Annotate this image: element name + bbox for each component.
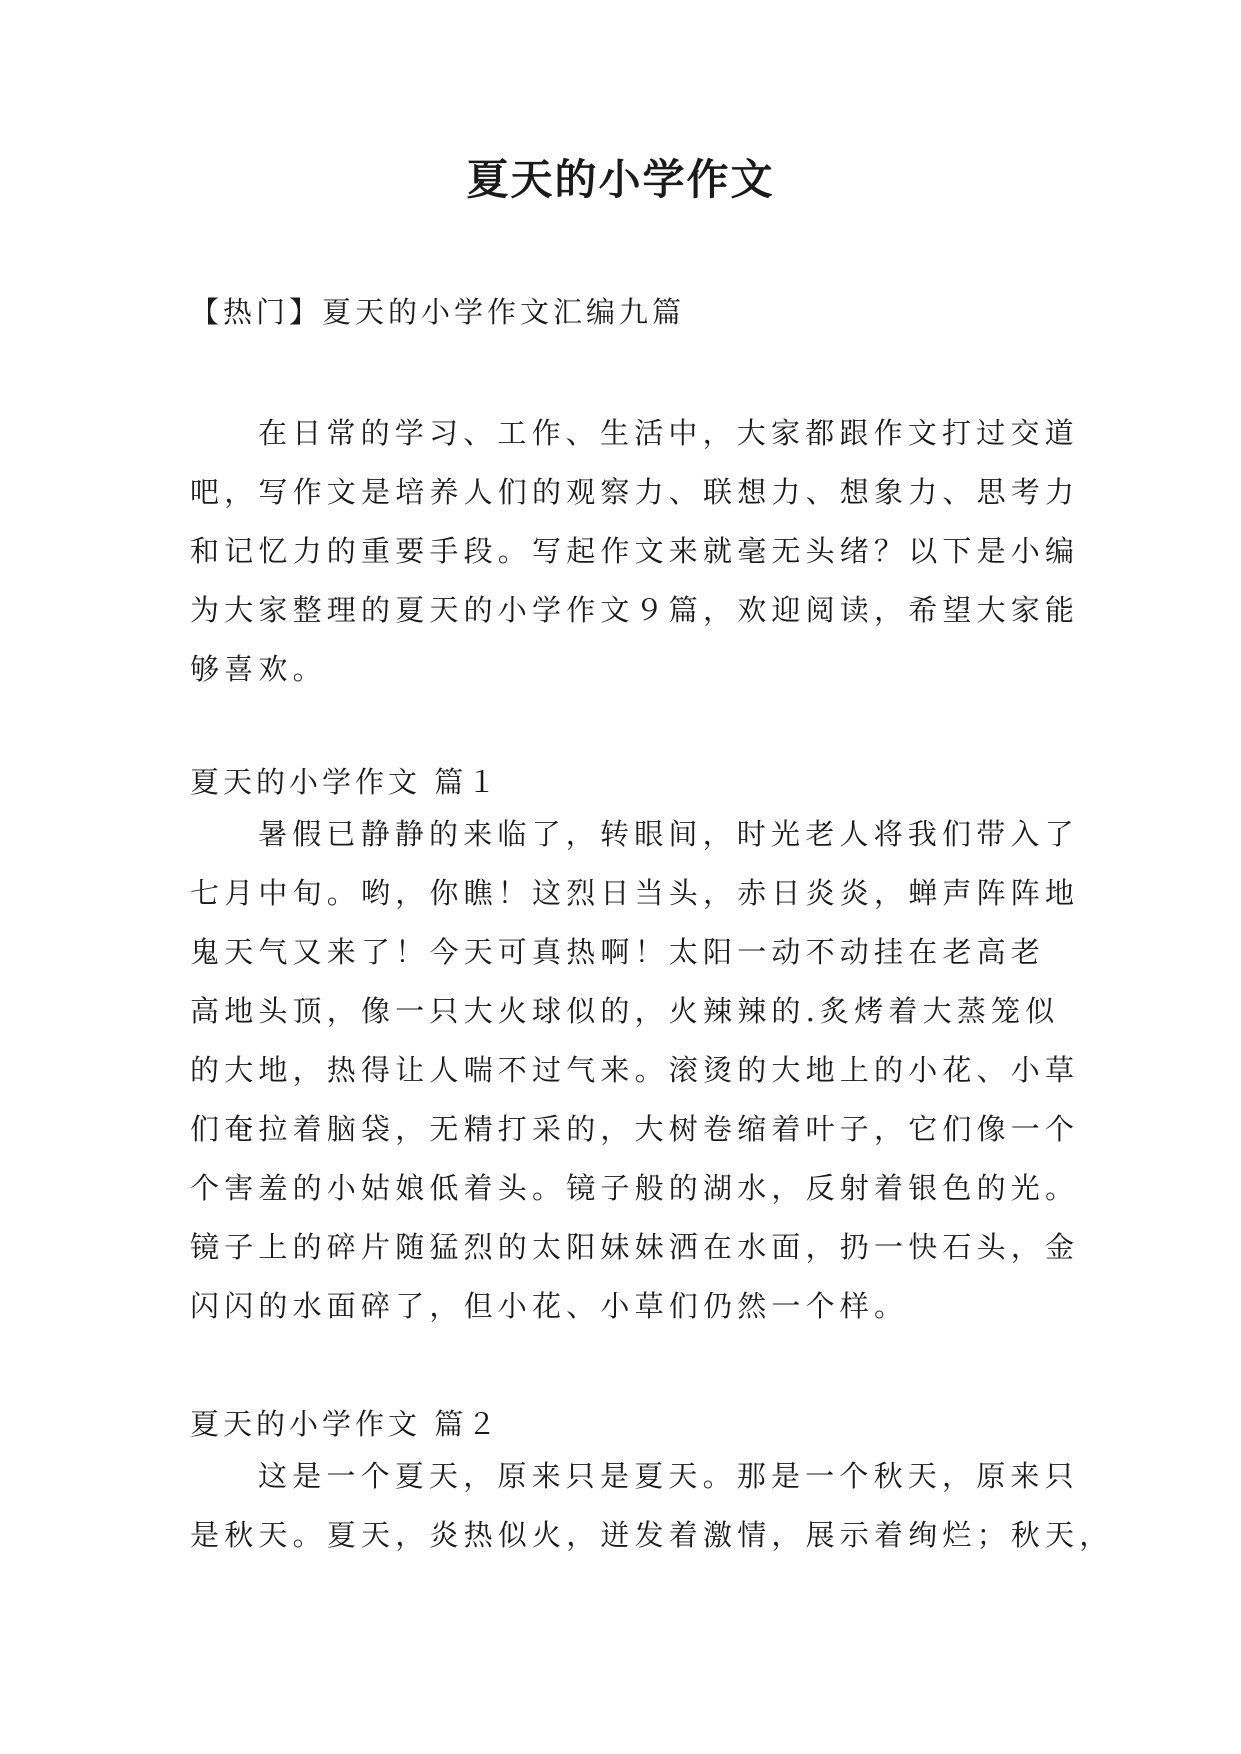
paragraph-line: 们奄拉着脑袋，无精打采的，大树卷缩着叶子，它们像一个 (190, 1112, 1080, 1146)
paragraph-line: 和记忆力的重要手段。写起作文来就毫无头绪？以下是小编 (190, 534, 1080, 568)
paragraph-line: 的大地，热得让人喘不过气来。滚烫的大地上的小花、小草 (190, 1053, 1080, 1087)
paragraph-line: 七月中旬。哟，你瞧！这烈日当头，赤日炎炎，蝉声阵阵地 (190, 876, 1080, 910)
paragraph-line: 为大家整理的夏天的小学作文９篇，欢迎阅读，希望大家能 (190, 593, 1080, 627)
section-2-paragraph (190, 1447, 1114, 1565)
section-1-paragraph (190, 805, 1080, 1336)
section-heading-1: 夏天的小学作文 篇１ (190, 765, 501, 799)
paragraph-line: 个害羞的小姑娘低着头。镜子般的湖水，反射着银色的光。 (190, 1171, 1080, 1205)
paragraph-line: 这是一个夏天，原来只是夏天。那是一个秋天，原来只 (258, 1459, 1079, 1493)
section-heading-2: 夏天的小学作文 篇２ (190, 1407, 501, 1441)
document-subtitle: 【热门】夏天的小学作文汇编九篇 (190, 295, 686, 329)
paragraph-line: 在日常的学习、工作、生活中，大家都跟作文打过交道 (258, 416, 1079, 450)
paragraph-line: 闪闪的水面碎了，但小花、小草们仍然一个样。 (190, 1289, 909, 1323)
paragraph-line: 吧，写作文是培养人们的观察力、联想力、想象力、思考力 (190, 475, 1080, 509)
intro-paragraph (190, 404, 1080, 699)
document-title: 夏天的小学作文 (466, 155, 775, 204)
paragraph-line: 鬼天气又来了！今天可真热啊！太阳一动不动挂在老高老 (190, 935, 1046, 969)
paragraph-line: 够喜欢。 (190, 652, 327, 686)
paragraph-line: 高地头顶，像一只大火球似的，火辣辣的.炙烤着大蒸笼似 (190, 994, 1060, 1028)
paragraph-line: 镜子上的碎片随猛烈的太阳妹妹洒在水面，扔一快石头，金 (190, 1230, 1080, 1264)
paragraph-line: 是秋天。夏天，炎热似火，迸发着激情，展示着绚烂；秋天， (190, 1518, 1114, 1552)
paragraph-line: 暑假已静静的来临了，转眼间，时光老人将我们带入了 (258, 817, 1079, 851)
